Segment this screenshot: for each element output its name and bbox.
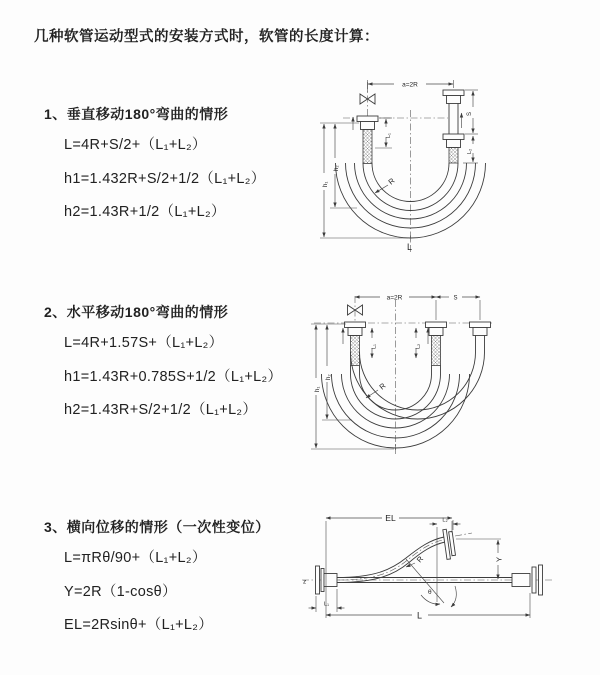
formula-length: L=πRθ/90+（L₁+L₂） — [64, 550, 207, 566]
dim-label-l: L — [416, 610, 423, 621]
left-flange — [345, 322, 366, 336]
section-2-heading: 2、水平移动180°弯曲的情形 — [44, 304, 229, 320]
construction-diagonal — [406, 559, 444, 603]
formula-h2: h2=1.43R+S/2+1/2（L₁+L₂） — [64, 402, 258, 418]
diagram-horizontal-180-bend — [306, 282, 596, 462]
dimension-l2 — [463, 136, 478, 163]
formula-h1: h1=1.432R+S/2+1/2（L₁+L₂） — [64, 170, 266, 187]
page-title: 几种软管运动型式的安装方式时，软管的长度计算： — [34, 29, 379, 45]
middle-flange — [426, 322, 447, 336]
diagram-vertical-180-bend — [315, 68, 585, 266]
dim-label-a2r: a=2R — [386, 294, 403, 302]
section-horizontal-movement — [44, 302, 282, 432]
dimension-y — [456, 539, 504, 579]
section-lateral-displacement — [44, 517, 270, 647]
braided-hose-section-left — [363, 130, 372, 164]
dim-label-a2r: a=2R — [402, 81, 418, 89]
diagram-lateral-displacement — [302, 503, 597, 651]
section-3-heading: 3、横向位移的情形（一次性变位） — [44, 519, 270, 535]
dimension-a2r — [368, 80, 454, 92]
formula-h1: h1=1.43R+0.785S+1/2（L₁+L₂） — [64, 368, 283, 385]
dim-label-l1: L₁ — [324, 601, 329, 608]
dimension-l2 — [416, 328, 422, 358]
hose-u-bend-wide — [351, 352, 485, 419]
right-flange-lower — [443, 134, 464, 148]
dim-label-h2: h₂ — [334, 165, 340, 171]
dimension-s — [465, 90, 478, 134]
dim-label-h1: h₁ — [323, 181, 329, 187]
upper-right-flange — [443, 528, 456, 559]
section-vertical-movement — [44, 104, 266, 234]
section-2-formulas — [44, 331, 282, 419]
dim-label-l1: L₁ — [386, 133, 392, 138]
right-flange — [470, 322, 491, 336]
dimension-h2 — [330, 124, 357, 208]
dimension-l1 — [309, 589, 345, 612]
formula-length: L=4R+S/2+（L₁+L₂） — [64, 137, 207, 153]
section-1-heading: 1、垂直移动180°弯曲的情形 — [44, 106, 229, 122]
dim-label-s: S — [453, 295, 458, 302]
braided-hose-section-right — [449, 148, 458, 164]
dim-label-l2: L₂ — [442, 517, 448, 524]
dimension-l1 — [375, 118, 392, 148]
pipe-break-mark: z — [303, 578, 307, 586]
left-flange — [357, 116, 378, 130]
dimension-h2 — [322, 325, 352, 420]
dim-label-l2: L₂ — [415, 343, 422, 349]
formula-h2: h2=1.43R+1/2（L₁+L₂） — [64, 204, 226, 220]
dim-label-s: S — [467, 111, 473, 116]
dim-label-l2: L₂ — [467, 148, 473, 154]
dim-label-r: R — [386, 176, 397, 187]
dimension-l — [326, 593, 530, 621]
dim-label-el: EL — [385, 513, 396, 523]
braided-hose-section-middle — [432, 336, 441, 366]
dim-label-l1: L₁ — [371, 344, 378, 349]
formula-y: Y=2R（1-cosθ） — [64, 583, 177, 600]
section-3-formulas — [44, 546, 270, 634]
dim-label-theta: θ — [428, 589, 432, 596]
radius-callout — [366, 381, 388, 398]
right-flange-upper — [443, 90, 464, 104]
dim-label-r: R — [414, 554, 426, 565]
section-1-formulas — [44, 133, 266, 221]
braided-hose-section-left — [351, 336, 360, 366]
formula-length: L=4R+1.57S+（L₁+L₂） — [64, 335, 224, 351]
dim-label-y: Y — [494, 556, 504, 562]
dim-label-l: L — [407, 242, 413, 252]
formula-el: EL=2Rsinθ+（L₁+L₂） — [64, 617, 214, 633]
dimension-el — [326, 513, 452, 618]
dimension-l2 — [430, 518, 461, 531]
dim-label-r: R — [377, 381, 388, 392]
dim-label-h2: h₂ — [326, 374, 332, 380]
dim-label-h1: h₁ — [315, 386, 321, 392]
dimension-s — [436, 296, 480, 321]
hose-displaced-position — [337, 537, 445, 583]
centerline-upper-flange — [455, 533, 472, 536]
dimension-l1 — [372, 328, 378, 358]
